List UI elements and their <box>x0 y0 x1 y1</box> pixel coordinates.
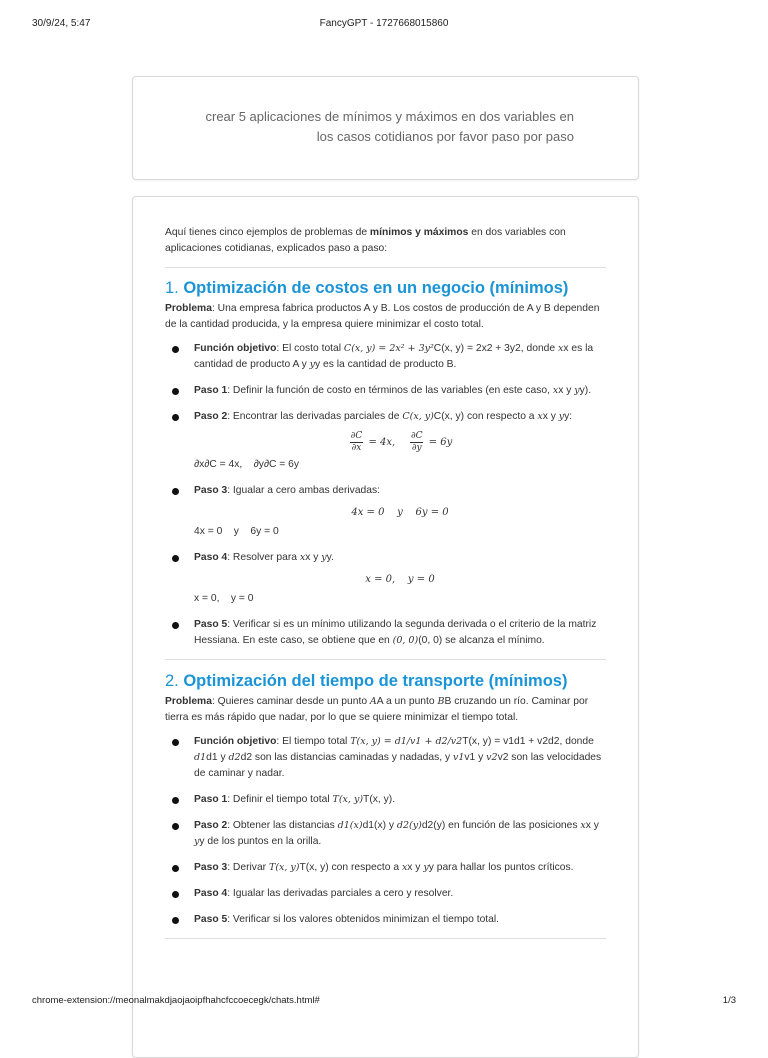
section-1-problem: Problema: Una empresa fabrica productos A y B. Los costos de producción de A y B dependen de la cantidad producida, y la empresa quiere minimizar el costo total. <box>165 303 600 330</box>
divider <box>165 267 606 268</box>
print-page-number: 1/3 <box>722 995 736 1006</box>
section-2-title: 2. Optimización del tiempo de transporte (mínimos) <box>165 672 568 690</box>
user-prompt-text: crear 5 aplicaciones de mínimos y máximos en dos variables en los casos cotidianos por favor paso por paso <box>205 109 574 144</box>
divider <box>165 659 606 660</box>
plain-equation: 4x = 0 y 6y = 0 <box>194 526 279 537</box>
list-item: Paso 1: Definir el tiempo total T(x, y)T(x, y). <box>165 792 606 808</box>
list-item: Paso 1: Definir la función de costo en términos de las variables (en este caso, xx y yy). <box>165 383 606 399</box>
list-item: Función objetivo: El costo total C(x, y) = 2x² + 3y²C(x, y) = 2x2 + 3y2, donde xx es la cantidad de producto A y yy es la cantidad de producto B. <box>165 341 606 373</box>
display-equation: $\frac{\partial C}{\partial x}$ = 4x, $\frac{\partial C}{\partial y}$ = 6y <box>350 431 453 453</box>
list-item: Paso 2: Obtener las distancias d1(x)d1(x) y d2(y)d2(y) en función de las posiciones xx y yy de los puntos en la orilla. <box>165 818 606 850</box>
list-item: Paso 5: Verificar si los valores obtenidos minimizan el tiempo total. <box>165 912 606 928</box>
list-item: Paso 4: Igualar las derivadas parciales a cero y resolver. <box>165 886 606 902</box>
section-2-problem: Problema: Quieres caminar desde un punto AA a un punto BB cruzando un río. Caminar por tierra es más rápido que nadar, por lo que se quiere minimizar el tiempo total. <box>165 696 589 723</box>
answer-intro: Aquí tienes cinco ejemplos de problemas de mínimos y máximos en dos variables con aplicaciones cotidianas, explicados paso a paso: <box>165 227 566 254</box>
list-item: Función objetivo: El tiempo total T(x, y) = d1/v1 + d2/v2T(x, y) = v1d1 + v2d2, donde d1d1 y d2d2 son las distancias caminadas y nadadas, y v1v1 y v2v2 son las velocidades de caminar y nadar. <box>165 734 606 782</box>
section-1-steps <box>165 341 606 649</box>
list-item: Paso 3: Derivar T(x, y)T(x, y) con respecto a xx y yy para hallar los puntos críticos. <box>165 860 606 876</box>
list-item: Paso 3: Igualar a cero ambas derivadas: 4x = 0 y 6y = 0 4x = 0 y 6y = 0 <box>165 483 606 540</box>
plain-equation: ∂x∂C = 4x, ∂y∂C = 6y <box>194 459 300 470</box>
print-date: 30/9/24, 5:47 <box>32 18 91 29</box>
answer-body <box>165 225 606 939</box>
print-title: FancyGPT - 1727668015860 <box>319 18 449 29</box>
list-item: Paso 2: Encontrar las derivadas parciales de C(x, y)C(x, y) con respecto a xx y yy: $\frac{\partial C}{\partial x}$ = 4x, $\frac{\partial C}{\partial y}$ = 6y ∂x∂C = 4x, ∂y∂C = 6y <box>165 409 606 473</box>
section-1-title: 1. Optimización de costos en un negocio (mínimos) <box>165 279 569 297</box>
list-item: Paso 5: Verificar si es un mínimo utilizando la segunda derivada o el criterio de la matriz Hessiana. En este caso, se obtiene que en (0, 0)(0, 0) se alcanza el mínimo. <box>165 617 606 649</box>
section-2-steps <box>165 734 606 928</box>
display-equation: 4x = 0 y 6y = 0 <box>351 507 449 518</box>
assistant-answer-card <box>132 196 639 1058</box>
print-url: chrome-extension://meonalmakdjaojaoipfhahcfccoecegk/chats.html# <box>32 995 320 1006</box>
display-equation: x = 0, y = 0 <box>365 574 435 585</box>
plain-equation: x = 0, y = 0 <box>194 593 254 604</box>
user-prompt-card <box>132 76 639 180</box>
list-item: Paso 4: Resolver para xx y yy. x = 0, y = 0 x = 0, y = 0 <box>165 550 606 607</box>
divider <box>165 938 606 939</box>
print-header <box>32 18 736 32</box>
print-footer <box>32 995 736 1009</box>
